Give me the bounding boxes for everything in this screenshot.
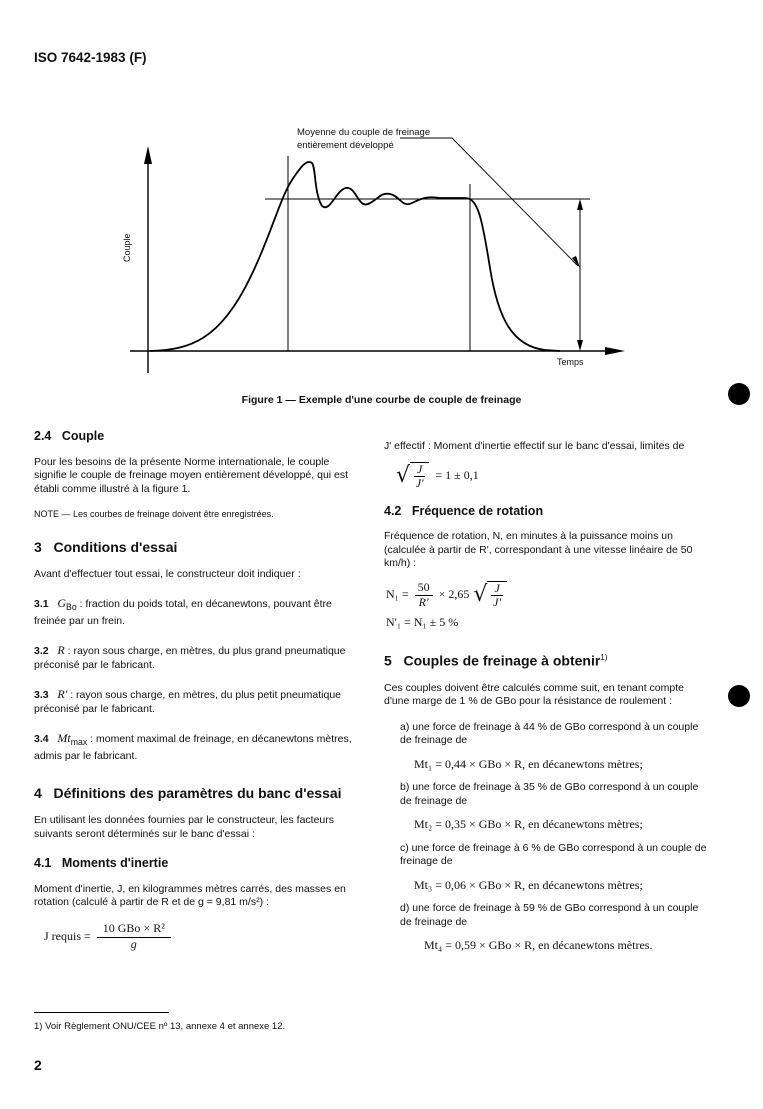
paragraph: J' effectif : Moment d'inertie effectif sur le banc d'essai, limites de xyxy=(384,440,685,452)
section-heading: 2.4 Couple xyxy=(34,429,105,443)
punch-hole xyxy=(728,383,750,405)
paragraph: Ces couples doivent être calculés comme suit, en tenant compte d'une marge de 1 % de GBo pour la résistance de roulement : xyxy=(384,681,684,708)
document-header: ISO 7642-1983 (F) xyxy=(34,50,147,65)
list-item: b) une force de freinage à 35 % de GBo correspond à un couple de freinage de xyxy=(400,781,699,807)
figure-caption: Figure 1 — Exemple d'une courbe de couple de freinage xyxy=(241,394,522,406)
brake-torque-figure xyxy=(100,118,660,383)
note: NOTE — Les courbes de freinage doivent être enregistrées. xyxy=(34,509,274,519)
torque-curve xyxy=(150,162,560,351)
paragraph: Fréquence de rotation, N, en minutes à la puissance moins un (calculée à partir de R', correspondant à une vitesse linéaire de 50 km/h) : xyxy=(384,530,693,569)
definition: 3.3 R' : rayon sous charge, en mètres, du plus petit pneumatique préconisé par le fabricant. xyxy=(34,687,342,715)
paragraph: Moment d'inertie, J, en kilogrammes mètres carrés, des masses en rotation (calculé à partir de R et de g = 9,81 m/s²) : xyxy=(34,882,346,909)
formula-mt4: Mt₄ = 0,59 × GBo × R, en décanewtons mètres. xyxy=(424,938,653,953)
definition: 3.4 $Mt_{max}$ : moment maximal de freinage, en décanewtons mètres, admis par le fabricant. xyxy=(34,731,352,762)
annotation-leader xyxy=(400,138,578,266)
x-axis-label: Temps xyxy=(557,357,584,367)
definition: 3.1 $G_{Bo}$ : fraction du poids total, en décanewtons, pouvant être freinée par un frein. xyxy=(34,596,332,627)
paragraph: En utilisant les données fournies par le constructeur, les facteurs suivants seront déterminés sur le banc d'essai : xyxy=(34,814,334,840)
paragraph: Pour les besoins de la présente Norme internationale, le couple signifie le couple de freinage moyen entièrement développé, qui est établi comme illustré à la figure 1. xyxy=(34,455,349,495)
formula-mt1: Mt₁ = 0,44 × GBo × R, en décanewtons mètres; xyxy=(414,756,643,771)
formula-mt2: Mt₂ = 0,35 × GBo × R, en décanewtons mètres; xyxy=(414,817,643,832)
definition: 3.2 R : rayon sous charge, en mètres, du plus grand pneumatique préconisé par le fabricant. xyxy=(34,643,346,671)
page-number: 2 xyxy=(34,1057,42,1073)
n1-prime-formula: N'₁ = N₁ ± 5 % xyxy=(386,614,459,629)
section-heading: 4.2 Fréquence de rotation xyxy=(384,503,544,518)
paragraph: Avant d'effectuer tout essai, le constructeur doit indiquer : xyxy=(34,567,301,580)
section-heading: 3 Conditions d'essai xyxy=(34,538,178,555)
y-axis-label: Couple xyxy=(122,233,132,262)
x-axis-arrow xyxy=(605,347,625,355)
section-heading: 4 Définitions des paramètres du banc d'essai xyxy=(34,785,342,802)
list-item: d) une force de freinage à 59 % de GBo correspond à un couple de freinage de xyxy=(400,902,699,928)
right-column xyxy=(384,440,708,953)
section-heading: 4.1 Moments d'inertie xyxy=(34,856,169,871)
list-item: a) une force de freinage à 44 % de GBo correspond à un couple de freinage de xyxy=(400,720,699,747)
inertia-formula: J requis = 10 GBo × R² g xyxy=(44,922,352,952)
section-heading: 5 Couples de freinage à obtenir$^{1)}$ xyxy=(384,652,608,669)
formula-mt3: Mt₃ = 0,06 × GBo × R, en décanewtons mètres; xyxy=(414,877,643,892)
footnote: 1) Voir Règlement ONU/CEE nº 13, annexe 4 et annexe 12. xyxy=(34,1021,286,1032)
list-item: c) une force de freinage à 6 % de GBo correspond à un couple de freinage de xyxy=(400,841,707,868)
jeff-formula: √ $\frac{J}{J'}$ = 1 ± 0,1 xyxy=(396,461,479,490)
y-axis-arrow xyxy=(144,146,152,164)
figure-annotation: Moyenne du couple de freinage entièrement développé xyxy=(297,127,431,151)
n1-formula: N₁ = $\frac{50}{R'}$ × 2,65 √ J J' xyxy=(386,581,708,610)
footnote-divider xyxy=(34,1012,169,1013)
punch-hole xyxy=(728,685,750,707)
left-column xyxy=(34,430,352,952)
